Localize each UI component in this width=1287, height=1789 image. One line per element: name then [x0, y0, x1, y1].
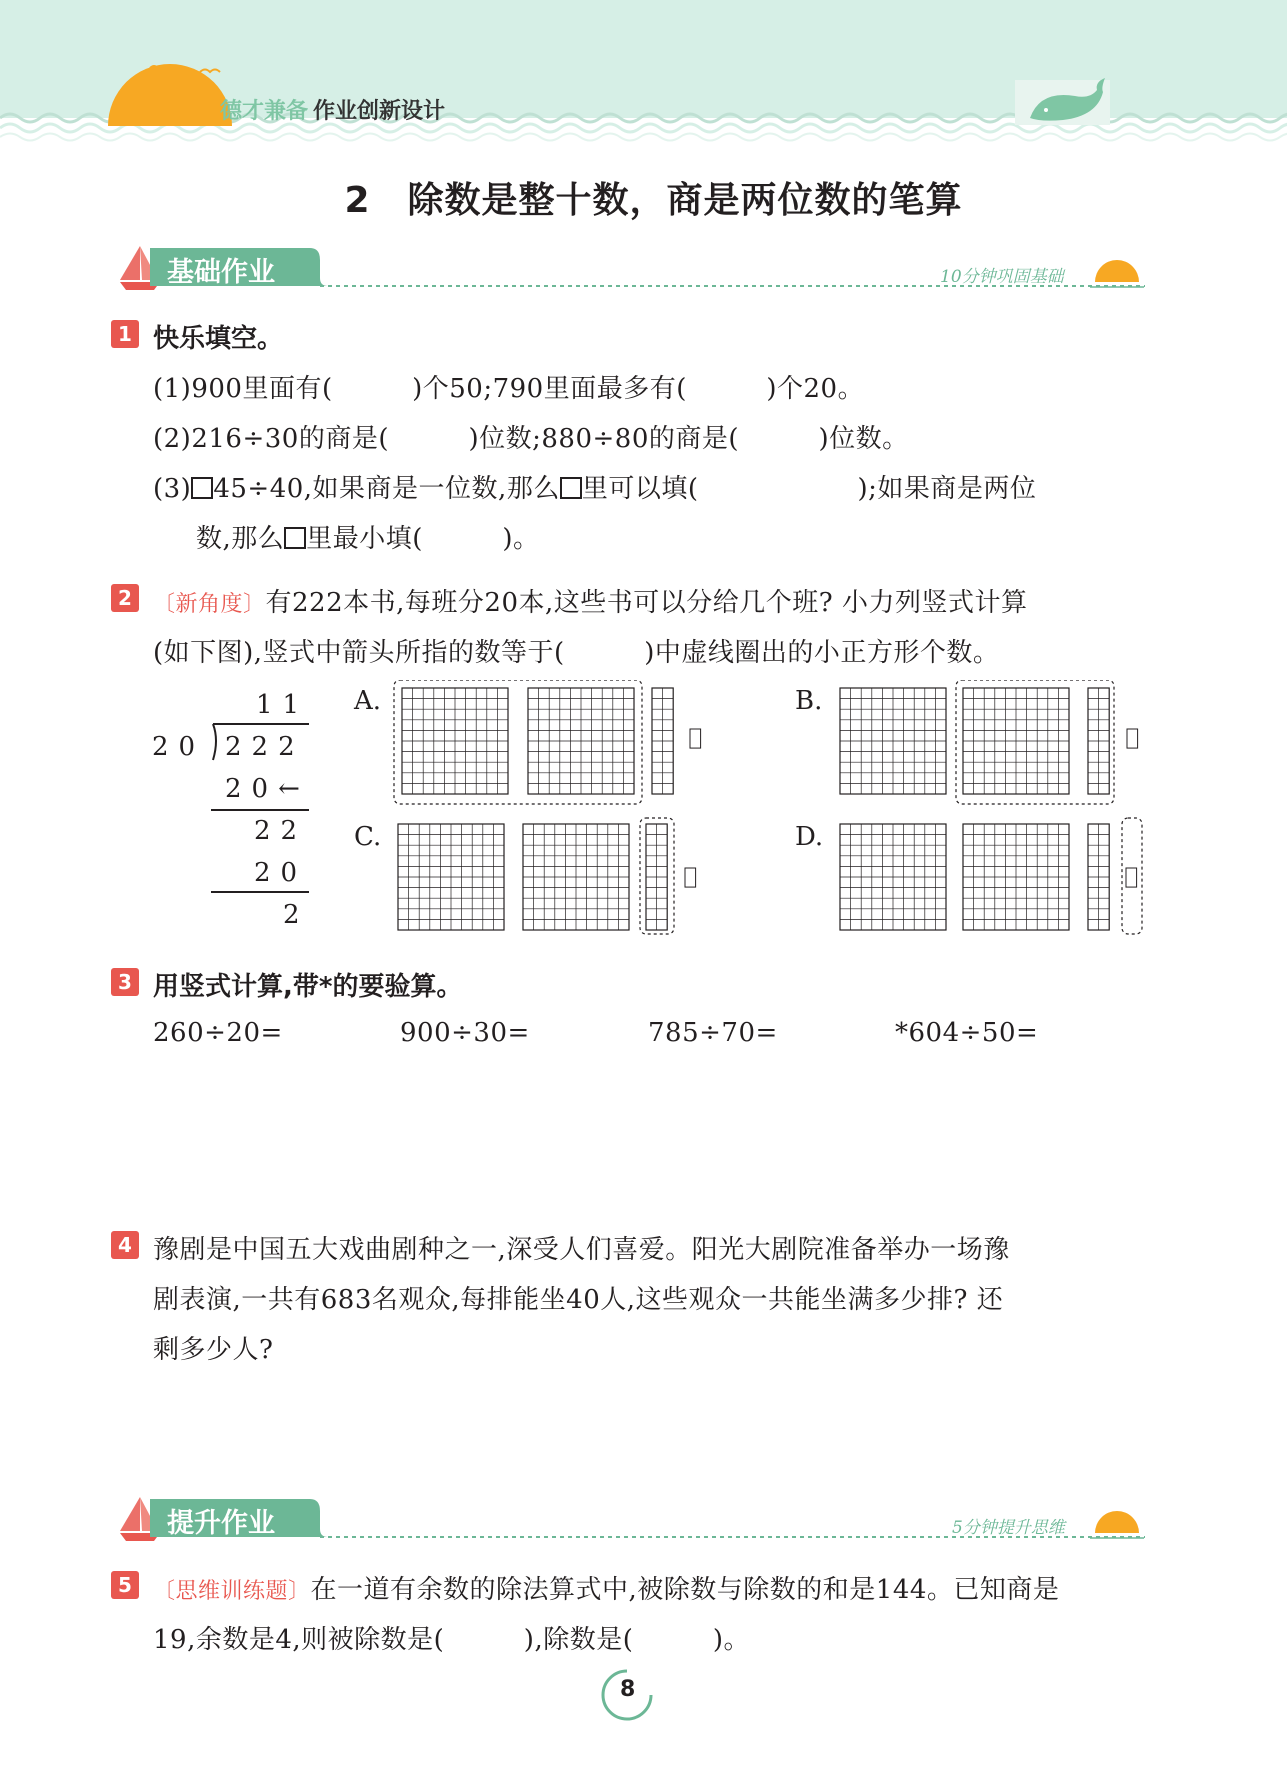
arrow-left-icon: ←: [278, 774, 300, 804]
option-figures: [390, 680, 1150, 940]
option-label-c: C.: [354, 822, 382, 852]
division-step-2: 22: [254, 816, 308, 846]
calc-problem: 785÷70=: [648, 1018, 778, 1048]
q5-line-2: 19,余数是4,则被除数是( ),除数是( )。: [153, 1625, 750, 1655]
q1-line-3-part-a: (3): [153, 474, 192, 504]
q1-line-3: [153, 468, 1036, 505]
whale-icon: [1015, 78, 1110, 125]
division-remainder: 2: [283, 900, 310, 930]
question-number: 4: [111, 1231, 139, 1259]
q5-line-1-text: 在一道有余数的除法算式中,被除数与除数的和是144。已知商是: [310, 1575, 1060, 1605]
question-number: 5: [111, 1571, 139, 1599]
calc-problem: 900÷30=: [400, 1018, 530, 1048]
division-quotient: 11: [256, 690, 310, 720]
q5-line-1: [153, 1569, 1059, 1606]
question-tag: 〔思维训练题〕: [153, 1579, 311, 1604]
unit-square: [1126, 868, 1137, 887]
dashed-selection: [1122, 818, 1142, 934]
blank-square: [560, 477, 582, 499]
section-label-basic: 基础作业: [167, 257, 275, 288]
unit-square: [685, 868, 696, 887]
q1-line-4-part-a: 数,那么: [196, 524, 285, 554]
brand-name: 德才兼备: [220, 99, 309, 124]
q4-line-2: 剧表演,一共有683名观众,每排能坐40人,这些观众一共能坐满多少排? 还: [153, 1285, 1004, 1315]
section-note-basic: 10分钟巩固基础: [940, 267, 1064, 287]
blank-square: [191, 477, 213, 499]
division-step-1-value: 20: [225, 774, 279, 804]
division-dividend: 222: [225, 732, 305, 762]
q1-line-1: (1)900里面有( )个50;790里面最多有( )个20。: [153, 374, 865, 404]
blank-square: [284, 527, 306, 549]
q2-line-1-text: 有222本书,每班分20本,这些书可以分给几个班? 小力列竖式计算: [265, 588, 1028, 618]
q1-line-3-part-b: 45÷40,如果商是一位数,那么: [213, 474, 560, 504]
question-tag: 〔新角度〕: [153, 592, 266, 617]
division-divisor: 20: [152, 732, 206, 762]
section-note-advanced: 5分钟提升思维: [952, 1518, 1065, 1538]
division-step-1: [225, 774, 300, 804]
header-banner: [0, 0, 1287, 150]
section-label-advanced: 提升作业: [167, 1508, 275, 1539]
page-number: 8: [620, 1677, 636, 1702]
question-heading: 用竖式计算,带*的要验算。: [153, 972, 463, 1002]
question-number: 3: [111, 968, 139, 996]
unit-square: [1127, 729, 1138, 748]
option-label-d: D.: [795, 822, 824, 852]
unit-square: [690, 729, 701, 748]
calc-problem: 260÷20=: [153, 1018, 283, 1048]
q4-line-1: 豫剧是中国五大戏曲剧种之一,深受人们喜爱。阳光大剧院准备举办一场豫: [153, 1235, 1010, 1265]
q2-line-1: [153, 582, 1027, 619]
q1-line-4: [196, 518, 540, 555]
series-name: 作业创新设计: [313, 99, 446, 124]
question-number: 2: [111, 584, 139, 612]
page-title: 2 除数是整十数，商是两位数的笔算: [344, 180, 963, 221]
q1-line-4-part-b: 里最小填( )。: [306, 524, 540, 554]
q1-line-2: (2)216÷30的商是( )位数;880÷80的商是( )位数。: [153, 424, 909, 454]
calc-problem: *604÷50=: [895, 1018, 1039, 1048]
division-step-3: 20: [254, 858, 308, 888]
dashed-selection: [640, 818, 674, 934]
q2-line-2: (如下图),竖式中箭头所指的数等于( )中虚线圈出的小正方形个数。: [153, 638, 1000, 668]
q4-line-3: 剩多少人?: [153, 1335, 274, 1365]
question-heading: 快乐填空。: [153, 324, 284, 354]
option-label-a: A.: [354, 686, 382, 716]
question-number: 1: [111, 320, 139, 348]
q1-line-3-part-c: 里可以填( );如果商是两位: [581, 474, 1037, 504]
option-label-b: B.: [795, 686, 823, 716]
